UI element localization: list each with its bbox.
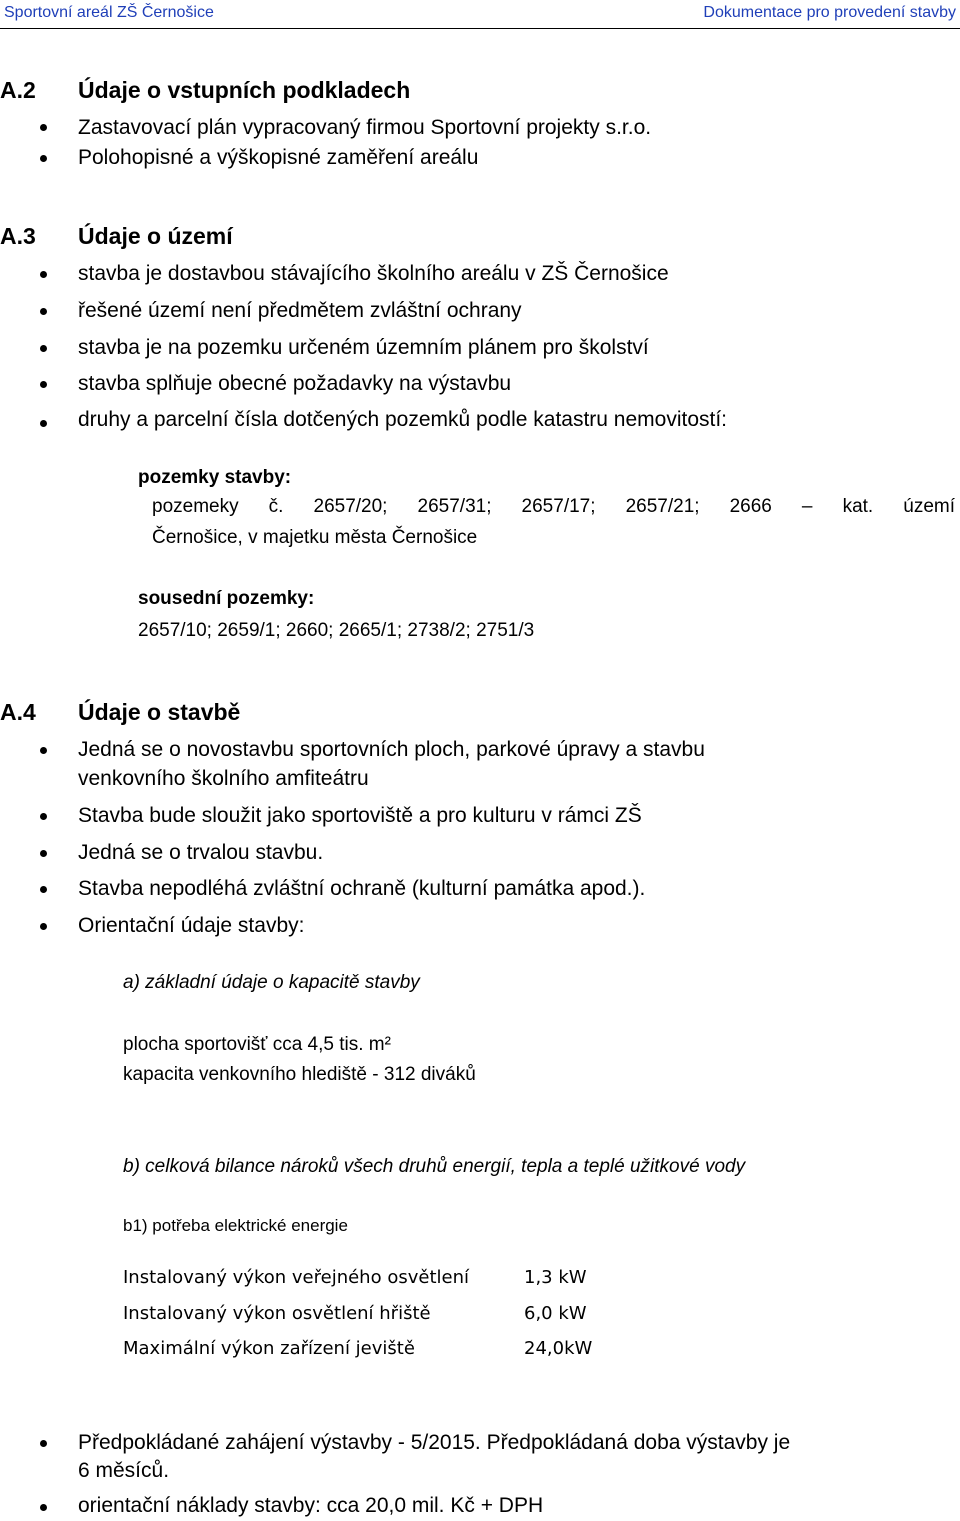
header-document-type: Dokumentace pro provedení stavby [703, 4, 956, 21]
bullet-icon [40, 155, 47, 162]
list-item: Jedná se o trvalou stavbu. [78, 841, 324, 864]
plots-owner: Černošice, v majetku města Černošice [152, 527, 478, 548]
section-a3-heading [0, 223, 960, 253]
bullet-icon [40, 1504, 47, 1511]
bullet-icon [40, 271, 47, 278]
list-item-continuation: venkovního školního amfiteátru [78, 767, 369, 790]
list-item: Stavba nepodléhá zvláštní ochraně (kulturní památka apod.). [78, 877, 646, 900]
electricity-heading: b1) potřeba elektrické energie [123, 1216, 348, 1235]
power-row-value: 1,3 kW [524, 1267, 587, 1288]
list-item: Zastavovací plán vypracovaný firmou Sportovní projekty s.r.o. [78, 116, 652, 139]
capacity-area: plocha sportovišť cca 4,5 tis. m² [123, 1034, 391, 1055]
list-item: Orientační údaje stavby: [78, 914, 305, 937]
page-header [0, 0, 960, 29]
section-title: Údaje o vstupních podkladech [78, 77, 411, 103]
section-title: Údaje o území [78, 223, 233, 249]
power-row-value: 6,0 kW [524, 1303, 587, 1324]
list-item: stavba je dostavbou stávajícího školního areálu v ZŠ Černošice [78, 262, 669, 285]
bullet-icon [40, 747, 47, 754]
list-item: Předpokládané zahájení výstavby - 5/2015. Předpokládaná doba výstavby je [78, 1431, 791, 1454]
power-row-label: Instalovaný výkon osvětlení hřiště [123, 1303, 431, 1324]
power-row-value: 24,0kW [524, 1338, 593, 1359]
bullet-icon [40, 886, 47, 893]
section-number: A.2 [0, 77, 36, 103]
list-item: orientační náklady stavby: cca 20,0 mil. Kč + DPH [78, 1494, 544, 1517]
capacity-heading: a) základní údaje o kapacitě stavby [123, 972, 420, 993]
section-a4-heading [0, 699, 960, 729]
list-item: druhy a parcelní čísla dotčených pozemků podle katastru nemovitostí: [78, 408, 728, 431]
bullet-icon [40, 420, 47, 427]
capacity-audience: kapacita venkovního hlediště - 312 diváků [123, 1064, 476, 1085]
bullet-icon [40, 923, 47, 930]
list-item: Polohopisné a výškopisné zaměření areálu [78, 146, 479, 169]
list-item: stavba splňuje obecné požadavky na výstavbu [78, 372, 512, 395]
header-project-title: Sportovní areál ZŠ Černošice [4, 4, 214, 21]
bullet-icon [40, 308, 47, 315]
bullet-icon [40, 381, 47, 388]
power-row-label: Instalovaný výkon veřejného osvětlení [123, 1267, 469, 1288]
energy-heading: b) celková bilance nároků všech druhů energií, tepla a teplé užitkové vody [123, 1156, 746, 1177]
list-item: řešené území není předmětem zvláštní ochrany [78, 299, 522, 322]
section-number: A.4 [0, 699, 36, 725]
bullet-icon [40, 1440, 47, 1447]
list-item: stavba je na pozemku určeném územním plánem pro školství [78, 336, 649, 359]
list-item-continuation: 6 měsíců. [78, 1459, 170, 1482]
power-row-label: Maximální výkon zařízení jeviště [123, 1338, 415, 1359]
plots-numbers: pozemeky č. 2657/20; 2657/31; 2657/17; 2657/21; 2666 – kat. území [152, 496, 955, 517]
neighbors-heading: sousední pozemky: [138, 588, 315, 609]
section-number: A.3 [0, 223, 36, 249]
plots-heading: pozemky stavby: [138, 467, 292, 488]
list-item: Jedná se o novostavbu sportovních ploch, parkové úpravy a stavbu [78, 738, 705, 761]
bullet-icon [40, 124, 47, 131]
neighbors-numbers: 2657/10; 2659/1; 2660; 2665/1; 2738/2; 2751/3 [138, 620, 535, 641]
list-item: Stavba bude sloužit jako sportoviště a pro kulturu v rámci ZŠ [78, 804, 642, 827]
bullet-icon [40, 813, 47, 820]
section-title: Údaje o stavbě [78, 699, 241, 725]
bullet-icon [40, 345, 47, 352]
bullet-icon [40, 850, 47, 857]
section-a2-heading [0, 77, 960, 107]
